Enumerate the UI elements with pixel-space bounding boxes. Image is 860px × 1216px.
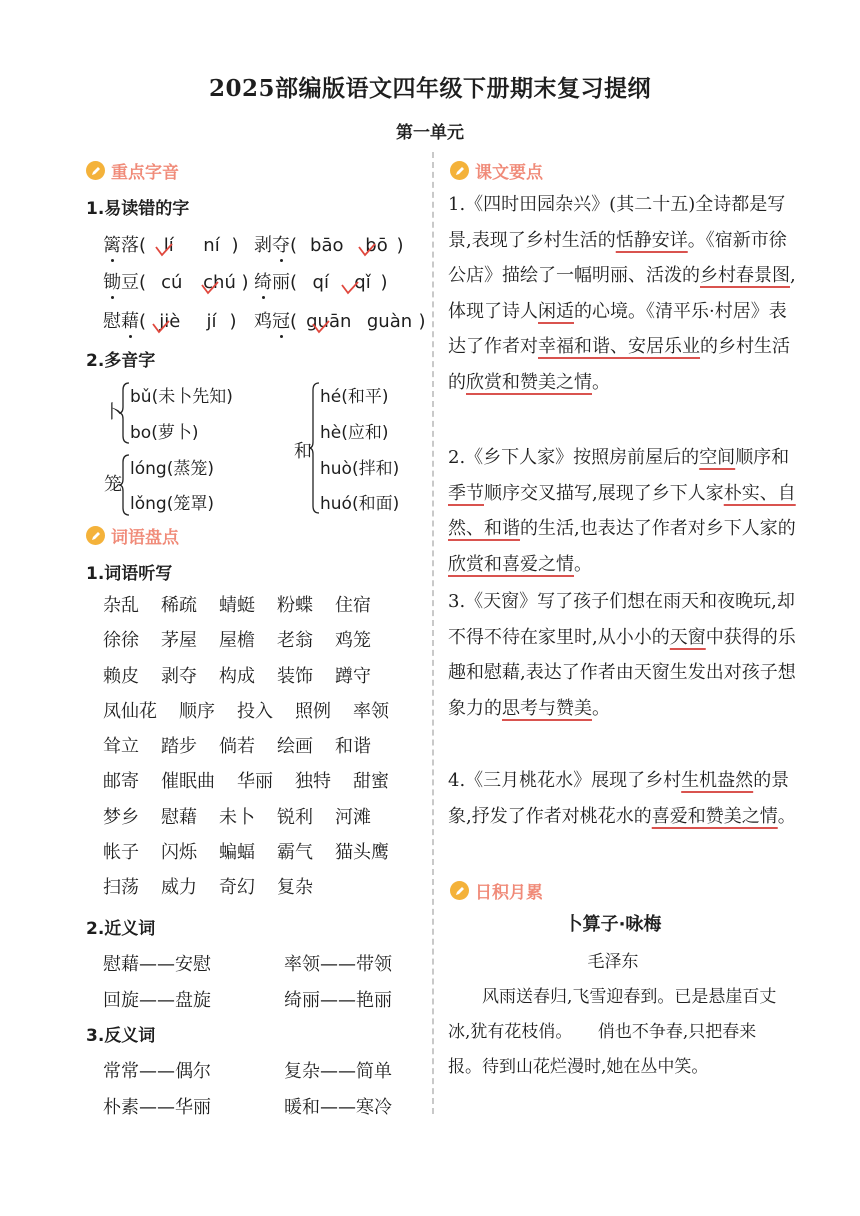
- word-item: 和谐: [335, 736, 371, 758]
- word-item: 住宿: [335, 595, 371, 616]
- polyphone-reading: hè(应和): [320, 423, 389, 443]
- word-row: [103, 588, 411, 623]
- page-title: 2025部编版语文四年级下册期末复习提纲: [208, 75, 651, 102]
- word-item: 耸立: [103, 736, 139, 758]
- polyphone-reading: huó(和面): [320, 494, 400, 514]
- polyphone-reading: bo(萝卜): [130, 423, 199, 443]
- antonym-pair: 常常——偶尔: [103, 1061, 211, 1082]
- section-label: 重点字音: [111, 163, 179, 183]
- synonym-pair: 回旋——盘旋: [103, 990, 211, 1011]
- word-item: 杂乱: [103, 595, 139, 616]
- polyphone-char: 和: [294, 441, 312, 462]
- section-label: 词语盘点: [111, 528, 179, 548]
- highlight: 恬静安详: [615, 229, 688, 251]
- word-item: 率领: [353, 700, 389, 722]
- word-row: [103, 659, 411, 694]
- section-heading-daily-accumulation: [450, 878, 543, 903]
- word-item: 催眠曲: [161, 771, 215, 793]
- check-mark-icon: [358, 243, 376, 257]
- word-item: 帐子: [103, 842, 139, 864]
- word-item: 稀疏: [161, 595, 197, 616]
- pinyin-row: 慰藉( jiè jí ): [103, 311, 237, 332]
- section-heading-vocabulary: [86, 523, 179, 548]
- polyphone-reading: lóng(蒸笼): [130, 459, 214, 479]
- polyphone-reading: bǔ(未卜先知): [130, 387, 233, 407]
- pinyin-row: 锄豆( cú chú ): [103, 272, 249, 293]
- word-item: 未卜: [219, 806, 255, 828]
- word-item: 蜻蜓: [219, 595, 255, 616]
- word: 剥夺: [254, 235, 290, 256]
- word-item: 扫荡: [103, 877, 139, 899]
- pinyin-option: guān: [306, 311, 352, 332]
- poem-author: 毛泽东: [587, 952, 639, 972]
- word-item: 邮寄: [103, 771, 139, 793]
- word-item: 霸气: [277, 842, 313, 864]
- word-item: 绘画: [277, 736, 313, 758]
- polyphone-char: 笼: [104, 474, 122, 495]
- antonym-pair: 朴素——华丽: [103, 1097, 211, 1118]
- word-item: 剥夺: [161, 665, 197, 687]
- synonym-pair: 慰藉——安慰: [103, 954, 211, 975]
- polyphone-reading: hé(和平): [320, 387, 389, 407]
- pinyin-option: bō: [365, 235, 388, 256]
- check-mark-icon: [152, 320, 170, 334]
- word-item: 蹲守: [335, 665, 371, 687]
- pinyin-option: ní: [203, 235, 220, 256]
- key-point-3: 3.《天窗》写了孩子们想在雨天和夜晚玩,却不得不待在家里时,从小小的天窗中获得的乐趣和慰藉,表达了作者由天窗生发出对孩子想象力的思考与赞美。: [448, 591, 796, 719]
- word-item: 踏步: [161, 736, 197, 758]
- check-mark-icon: [341, 281, 359, 295]
- word-item: 慰藉: [161, 806, 197, 828]
- highlight: 空间: [699, 447, 736, 468]
- section-heading-pronunciation: [86, 158, 179, 183]
- antonym-pair: 暖和——寒冷: [284, 1097, 392, 1118]
- highlight: 朴实、自然、和谐: [448, 482, 796, 539]
- pinyin-row: 篱落( lí ní ): [103, 235, 239, 256]
- pinyin-option: chú: [203, 272, 236, 293]
- word-list: [103, 588, 411, 906]
- word-item: 构成: [219, 665, 255, 687]
- subheading-polyphone: 2.多音字: [86, 351, 156, 371]
- highlight: 乡村春景图: [700, 265, 790, 286]
- antonym-pair: 复杂——简单: [284, 1061, 392, 1082]
- highlight: 闲适: [538, 300, 574, 322]
- word-item: 照例: [295, 700, 331, 722]
- section-heading-key-points: [450, 158, 543, 183]
- word-item: 复杂: [277, 877, 313, 899]
- key-point-2: 2.《乡下人家》按照房前屋后的空间顺序和季节顺序交叉描写,展现了乡下人家朴实、自然、和谐的生活,也表达了作者对乡下人家的欣赏和喜爱之情。: [448, 447, 796, 575]
- pencil-icon: [450, 161, 469, 180]
- highlight: 季节: [448, 482, 484, 504]
- pencil-icon: [86, 161, 105, 180]
- word-item: 屋檐: [219, 630, 255, 652]
- word-row: [103, 870, 411, 905]
- pinyin-row: 剥夺( bāo bō ): [254, 235, 404, 256]
- unit-title: 第一单元: [396, 123, 464, 143]
- word-item: 装饰: [277, 665, 313, 687]
- highlight: 生机盎然: [681, 770, 754, 791]
- subheading-dictation: 1.词语听写: [86, 564, 173, 584]
- pinyin-option: bāo: [310, 235, 344, 256]
- word: 慰藉: [103, 311, 139, 332]
- word: 锄豆: [103, 272, 139, 293]
- highlight: 天窗: [669, 626, 706, 648]
- highlight: 幸福和谐、安居乐业: [538, 336, 700, 357]
- word: 绮丽: [254, 272, 290, 293]
- word-item: 甜蜜: [353, 771, 389, 793]
- highlight: 欣赏和喜爱之情: [448, 553, 574, 575]
- word-item: 凤仙花: [103, 700, 157, 722]
- key-point-1: 1.《四时田园杂兴》(其二十五)全诗都是写景,表现了乡村生活的恬静安详。《宿新市徐公店》描绘了一幅明丽、活泼的乡村春景图,体现了诗人闲适的心境。《清平乐·村居》表达了作者对幸福和谐、安居乐业的乡村生活的欣赏和赞美之情。: [448, 194, 796, 393]
- word-row: [103, 694, 411, 729]
- pinyin-option: qí: [312, 272, 329, 293]
- word-item: 倘若: [219, 736, 255, 758]
- word-row: [103, 729, 411, 764]
- word-item: 蝙蝠: [219, 842, 255, 864]
- pinyin-option: guàn: [366, 311, 413, 332]
- subheading-misread: 1.易读错的字: [86, 199, 190, 219]
- pinyin-option: lí: [163, 235, 174, 256]
- word-row: [103, 764, 411, 799]
- word-item: 独特: [295, 771, 331, 793]
- word-item: 威力: [161, 877, 197, 899]
- highlight: 思考与赞美: [502, 697, 592, 719]
- word-item: 徐徐: [103, 630, 139, 652]
- word-item: 猫头鹰: [335, 842, 389, 864]
- synonym-pair: 绮丽——艳丽: [284, 990, 392, 1011]
- word-item: 河滩: [335, 806, 371, 828]
- pinyin-row: 绮丽( qí qǐ ): [254, 272, 388, 293]
- word-item: 梦乡: [103, 806, 139, 828]
- subheading-synonyms: 2.近义词: [86, 919, 156, 939]
- word-row: [103, 800, 411, 835]
- section-label: 课文要点: [475, 163, 543, 183]
- pinyin-option: qǐ: [354, 272, 371, 293]
- word-item: 华丽: [237, 771, 273, 793]
- pinyin-option: jí: [206, 311, 217, 332]
- check-mark-icon: [312, 320, 330, 334]
- word-row: [103, 835, 411, 870]
- pencil-icon: [450, 881, 469, 900]
- pinyin-row: 鸡冠( guān guàn ): [254, 311, 426, 332]
- check-mark-icon: [201, 281, 219, 295]
- word-item: 奇幻: [219, 877, 255, 899]
- subheading-antonyms: 3.反义词: [86, 1026, 156, 1046]
- word-item: 鸡笼: [335, 630, 371, 652]
- section-label: 日积月累: [475, 883, 543, 903]
- column-divider: [432, 152, 434, 1114]
- word-item: 顺序: [179, 700, 215, 722]
- synonym-pair: 率领——带领: [284, 954, 392, 975]
- word-item: 老翁: [277, 630, 313, 652]
- word: 篱落: [103, 235, 139, 256]
- pinyin-option: cú: [161, 272, 183, 293]
- highlight: 喜爱和赞美之情: [651, 805, 778, 827]
- word-item: 赖皮: [103, 665, 139, 687]
- word-item: 茅屋: [161, 630, 197, 652]
- polyphone-reading: huò(拌和): [320, 459, 400, 479]
- word-item: 锐利: [277, 806, 313, 828]
- check-mark-icon: [155, 243, 173, 257]
- polyphone-reading: lǒng(笼罩): [130, 494, 214, 514]
- highlight: 欣赏和赞美之情: [466, 371, 592, 393]
- polyphone-char: 卜: [104, 402, 122, 423]
- brace-icon: [308, 382, 320, 514]
- word-item: 投入: [237, 700, 273, 722]
- word-item: 粉蝶: [277, 595, 313, 616]
- pinyin-option: jiè: [159, 311, 181, 332]
- brace-icon: [118, 382, 130, 444]
- pencil-icon: [86, 526, 105, 545]
- word: 鸡冠: [254, 311, 290, 332]
- poem-title: 卜算子·咏梅: [564, 914, 662, 935]
- key-point-4: 4.《三月桃花水》展现了乡村生机盎然的景象,抒发了作者对桃花水的喜爱和赞美之情。: [448, 770, 796, 827]
- poem-text: 风雨送春归,飞雪迎春到。已是悬崖百丈冰,犹有花枝俏。 俏也不争春,只把春来报。待到山花烂漫时,她在丛中笑。: [448, 987, 777, 1077]
- word-item: 闪烁: [161, 842, 197, 864]
- brace-icon: [118, 454, 130, 516]
- word-row: [103, 623, 411, 658]
